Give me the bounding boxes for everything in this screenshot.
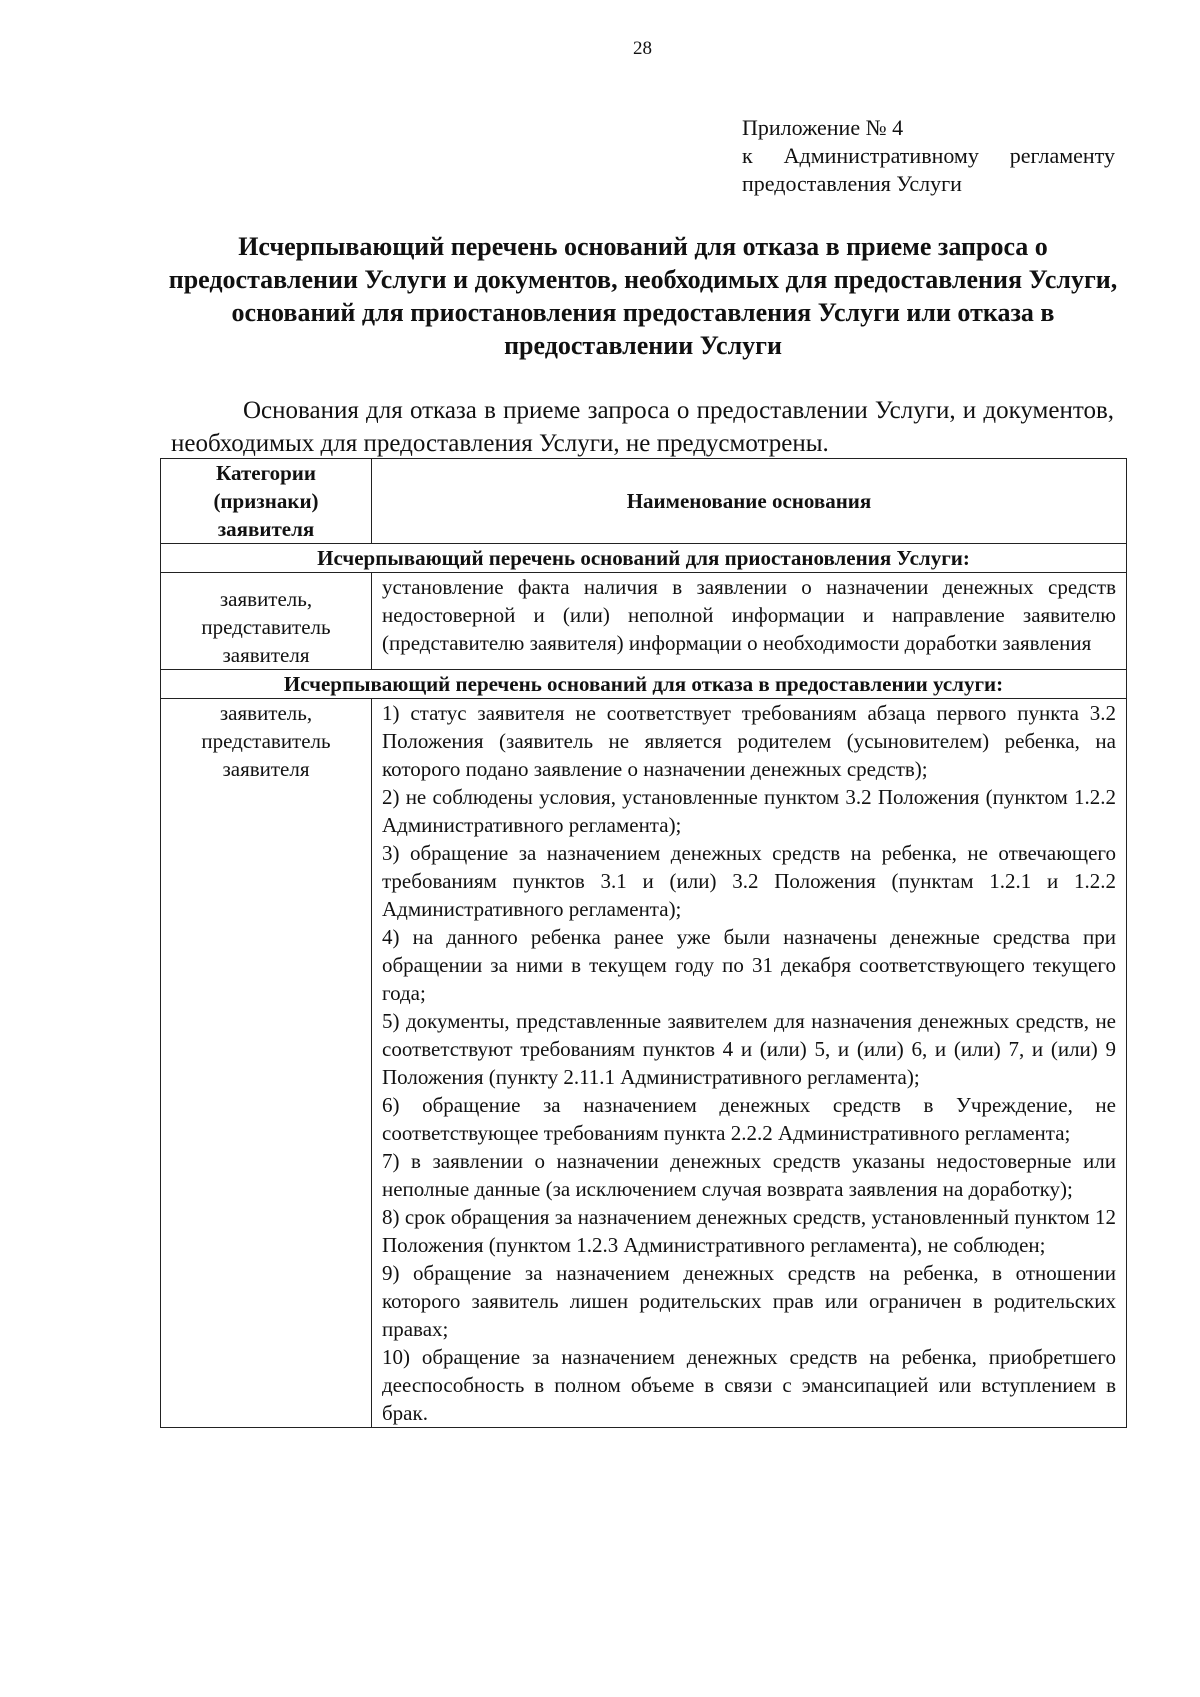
refusal-ground-item: 10) обращение за назначением денежных средств на ребенка, приобретшего дееспособность в полном объеме в связи с эмансипацией или вступлением в брак.: [382, 1345, 1116, 1425]
refusal-ground-item: 7) в заявлении о назначении денежных средств указаны недостоверные или неполные данные (за исключением случая возврата заявления на доработку);: [382, 1149, 1116, 1201]
table-header-row: [161, 459, 1127, 544]
suspension-category: заявитель, представитель заявителя: [161, 573, 372, 670]
grounds-table: [160, 458, 1127, 1428]
section-heading-row: [161, 544, 1127, 573]
refusal-category: заявитель, представитель заявителя: [161, 699, 372, 1428]
header-category: Категории (признаки) заявителя: [161, 459, 372, 544]
document-title: Исчерпывающий перечень оснований для отказа в приеме запроса о предоставлении Услуги и документов, необходимых для предоставления Услуги, оснований для приостановления предоставления Услуги или отказа в предоставлении Услуги: [168, 232, 1118, 360]
refusal-ground-item: 6) обращение за назначением денежных средств в Учреждение, не соответствующее требованиям пункта 2.2.2 Административного регламента;: [382, 1093, 1116, 1145]
table-row: [161, 699, 1127, 1428]
suspension-ground: установление факта наличия в заявлении о назначении денежных средств недостоверной и (или) неполной информации и направление заявителю (представителю заявителя) информации о необходимости доработки заявления: [372, 573, 1127, 670]
refusal-ground-item: 5) документы, представленные заявителем для назначения денежных средств, не соответствуют требованиям пунктов 4 и (или) 5, и (или) 6, и (или) 7, и (или) 9 Положения (пункту 2.11.1 Административного регламента);: [382, 1009, 1116, 1089]
refusal-ground-item: 8) срок обращения за назначением денежных средств, установленный пунктом 12 Положения (пунктом 1.2.3 Административного регламента), не соблюден;: [382, 1205, 1116, 1257]
header-name: Наименование основания: [372, 459, 1127, 544]
refusal-ground-item: 2) не соблюдены условия, установленные пунктом 3.2 Положения (пунктом 1.2.2 Административного регламента);: [382, 785, 1116, 837]
intro-paragraph: Основания для отказа в приеме запроса о предоставлении Услуги, и документов, необходимых для предоставления Услуги, не предусмотрены.: [171, 397, 1114, 457]
refusal-grounds: [372, 699, 1127, 1428]
refusal-ground-item: 1) статус заявителя не соответствует требованиям абзаца первого пункта 3.2 Положения (заявитель не является родителем (усыновителем) ребенка, на которого подано заявление о назначении денежных средств);: [382, 701, 1116, 781]
appendix-line-1: Приложение № 4: [742, 115, 904, 140]
appendix-reference: [742, 114, 1115, 198]
page-number: 28: [633, 38, 652, 59]
appendix-line-2: к Административному регламенту: [742, 143, 1115, 168]
refusal-ground-item: 3) обращение за назначением денежных средств на ребенка, не отвечающего требованиям пунктов 3.1 и (или) 3.2 Положения (пунктам 1.2.1 и 1.2.2 Административного регламента);: [382, 841, 1116, 921]
refusal-ground-item: 9) обращение за назначением денежных средств на ребенка, в отношении которого заявитель лишен родительских прав или ограничен в родительских правах;: [382, 1261, 1116, 1341]
refusal-ground-item: 4) на данного ребенка ранее уже были назначены денежные средства при обращении за ними в текущем году по 31 декабря соответствующего текущего года;: [382, 925, 1116, 1005]
section-heading-row: [161, 670, 1127, 699]
suspension-heading: Исчерпывающий перечень оснований для приостановления Услуги:: [161, 544, 1127, 573]
refusal-heading: Исчерпывающий перечень оснований для отказа в предоставлении услуги:: [161, 670, 1127, 699]
table-row: [161, 573, 1127, 670]
appendix-line-3: предоставления Услуги: [742, 171, 962, 196]
